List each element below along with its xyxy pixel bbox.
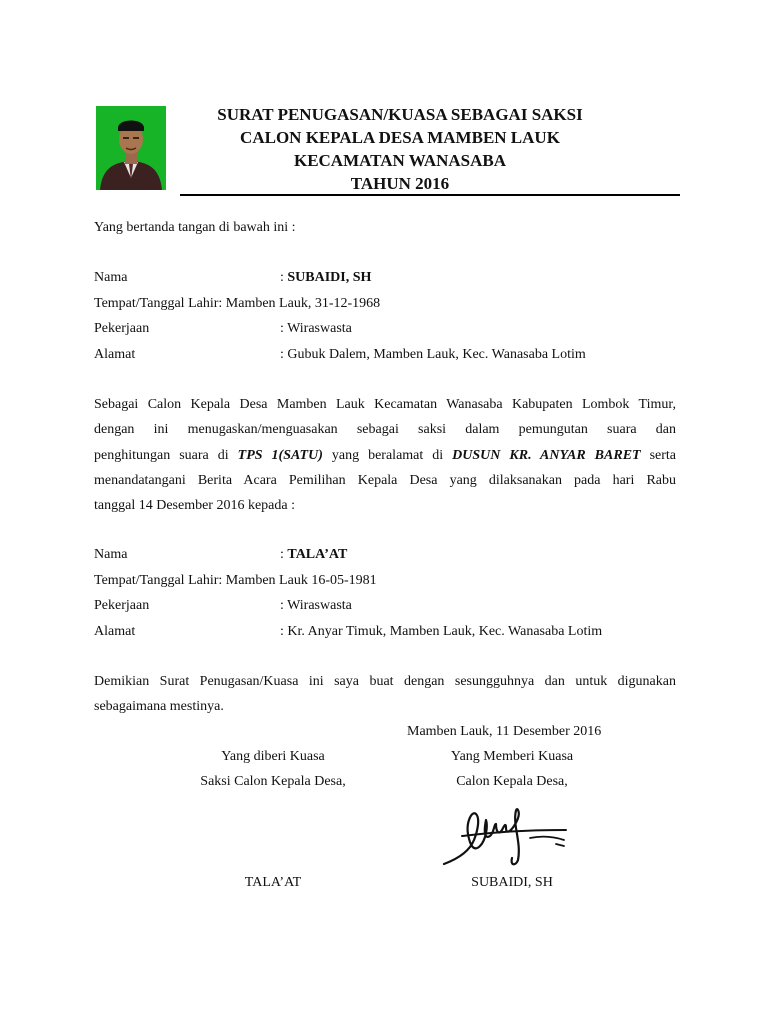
giver-pekerjaan-label: Pekerjaan: [94, 321, 150, 336]
receiver-alamat-label: Alamat: [94, 624, 136, 639]
right-role-1: Yang Memberi Kuasa: [450, 749, 574, 764]
giver-nama-label: Nama: [94, 270, 128, 285]
header-divider: [180, 194, 680, 196]
right-signer-name: SUBAIDI, SH: [471, 875, 553, 890]
handwritten-signature-icon: [440, 800, 575, 872]
body-paragraph: [94, 392, 676, 518]
place-date: Mamben Lauk, 11 Desember 2016: [407, 724, 602, 739]
closing-line-1: Demikian Surat Penugasan/Kuasa ini saya buat dengan sesungguhnya dan untuk digunakan: [94, 674, 676, 689]
receiver-pekerjaan-label: Pekerjaan: [94, 598, 150, 613]
body-line-5: tanggal 14 Desember 2016 kepada :: [94, 498, 295, 514]
receiver-ttl-label: Tempat/Tanggal Lahir: Mamben Lauk 16-05-1981: [94, 573, 377, 588]
receiver-alamat-value: : Kr. Anyar Timuk, Mamben Lauk, Kec. Wanasaba Lotim: [280, 624, 603, 639]
receiver-nama-value: : TALA’AT: [280, 547, 348, 562]
title-line-1: SURAT PENUGASAN/KUASA SEBAGAI SAKSI: [217, 105, 583, 124]
right-role-2: Calon Kepala Desa,: [456, 774, 568, 789]
dusun-name: DUSUN KR. ANYAR BARET: [452, 447, 641, 463]
left-role-2: Saksi Calon Kepala Desa,: [200, 774, 346, 789]
giver-pekerjaan-value: : Wiraswasta: [280, 321, 352, 336]
receiver-ttl-value: Mamben Lauk 16-05-1981: [225, 573, 377, 588]
left-signer-name: TALA’AT: [244, 875, 302, 890]
giver-alamat-label: Alamat: [94, 347, 136, 362]
body-line-3: penghitungan suara di TPS 1(SATU) yang beralamat di DUSUN KR. ANYAR BARET serta: [94, 447, 677, 463]
giver-ttl-value: Mamben Lauk, 31-12-1968: [225, 296, 381, 311]
title-line-3: KECAMATAN WANASABA: [293, 151, 507, 170]
candidate-photo: [96, 106, 166, 190]
closing-line-2: sebagaimana mestinya.: [94, 699, 224, 715]
giver-nama-value: : SUBAIDI, SH: [280, 270, 372, 285]
giver-alamat-value: : Gubuk Dalem, Mamben Lauk, Kec. Wanasaba Lotim: [280, 347, 586, 362]
body-line-2: dengan ini menugaskan/menguasakan sebagai saksi dalam pemungutan suara dan: [94, 422, 676, 438]
title-line-2: CALON KEPALA DESA MAMBEN LAUK: [240, 128, 560, 147]
intro-text: Yang bertanda tangan di bawah ini :: [94, 220, 296, 235]
receiver-nama-label: Nama: [94, 547, 128, 562]
document-title: [180, 103, 620, 195]
body-line-4: menandatangani Berita Acara Pemilihan Kepala Desa yang dilaksanakan pada hari Rabu: [94, 472, 676, 488]
tps-name: TPS 1(SATU): [237, 447, 323, 463]
left-role-1: Yang diberi Kuasa: [221, 749, 325, 764]
person-portrait-icon: [96, 106, 166, 190]
giver-ttl-label: Tempat/Tanggal Lahir: Mamben Lauk, 31-12-1968: [94, 296, 381, 311]
title-line-4: TAHUN 2016: [350, 174, 450, 193]
closing-paragraph: [94, 669, 676, 720]
body-line-1: Sebagai Calon Kepala Desa Mamben Lauk Kecamatan Wanasaba Kabupaten Lombok Timur,: [94, 397, 676, 412]
receiver-pekerjaan-value: : Wiraswasta: [280, 598, 352, 613]
